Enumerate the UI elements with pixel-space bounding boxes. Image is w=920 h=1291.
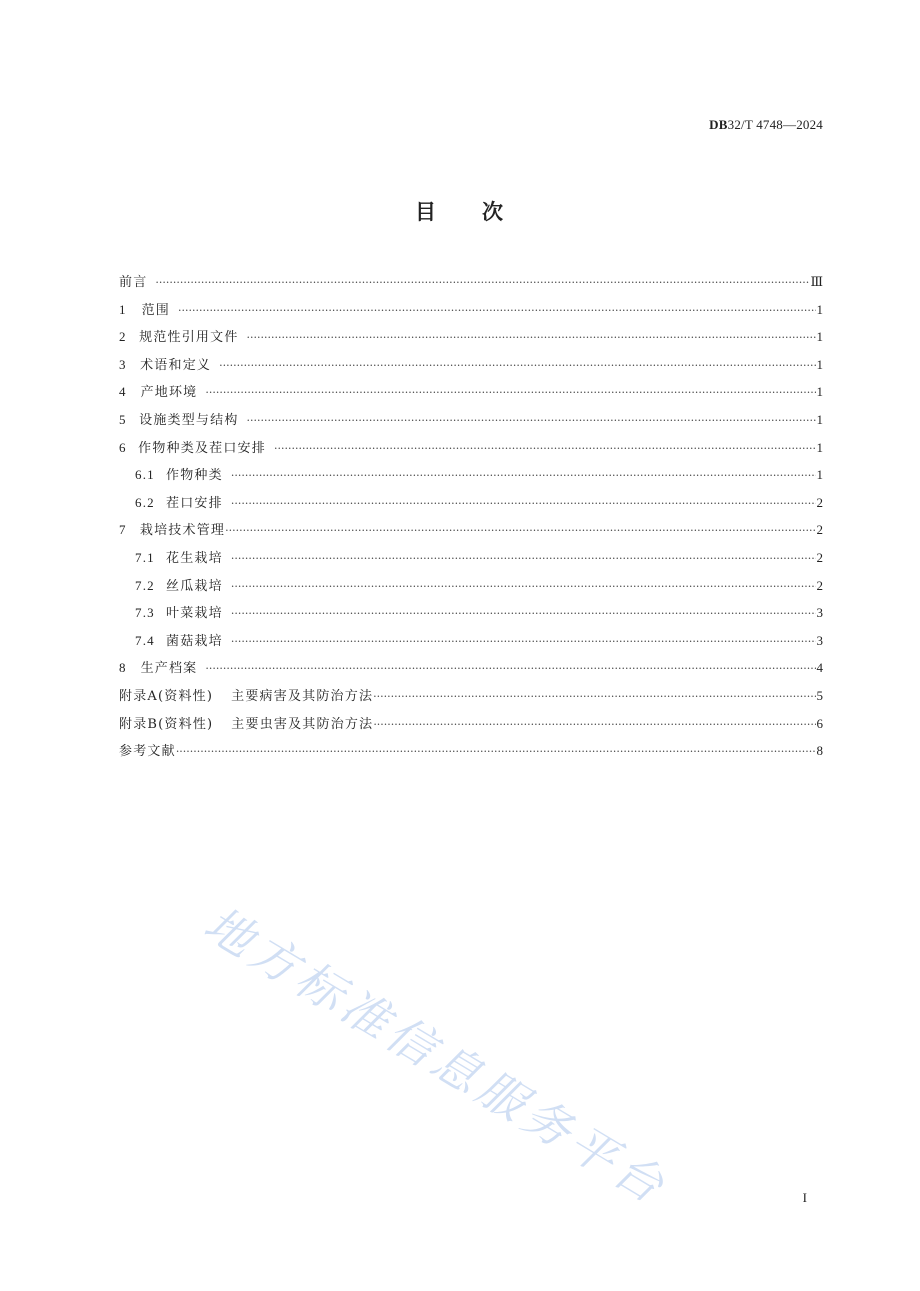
toc-entry-page: 1 [816, 411, 823, 427]
dot-leader [231, 600, 816, 628]
toc-entry-label: 栽培技术管理 [139, 523, 226, 539]
page-number: I [802, 1190, 807, 1205]
dot-leader [231, 573, 816, 601]
toc-entry-label: 叶菜栽培 [166, 606, 223, 622]
toc-entry-label: 前言 [119, 275, 148, 290]
standard-code [709, 117, 823, 133]
toc-entry-page: 3 [816, 605, 823, 621]
toc-entry-1[interactable] [119, 296, 823, 324]
toc-entry-number: 3 [119, 356, 127, 372]
toc-entry-label: 设施类型与结构 [139, 412, 239, 428]
toc-entry-7-4[interactable] [119, 627, 823, 655]
toc-entry-page: 3 [816, 632, 823, 648]
toc-entry-number: 6.2 [135, 494, 155, 510]
toc-entry-3[interactable] [119, 351, 823, 379]
toc-entry-number: 6.1 [135, 467, 155, 483]
toc-entry-label: 生产档案 [140, 661, 198, 677]
dot-leader [205, 655, 815, 683]
toc-entry-number: 6 [119, 439, 127, 455]
dot-leader [231, 628, 816, 656]
toc-entry-subtitle: 主要病害及其防治方法 [231, 688, 374, 704]
toc-entry-label: 附录A(资料性) [119, 688, 214, 704]
standard-code-number: 32/T 4748—2024 [727, 117, 823, 132]
toc-entry-label: 产地环境 [140, 385, 198, 401]
toc-entry-label: 规范性引用文件 [139, 330, 239, 346]
toc-entry-number: 7.3 [135, 605, 155, 621]
page-title [0, 196, 920, 226]
toc-entry-5[interactable] [119, 406, 823, 434]
toc-entry-page: 8 [816, 743, 823, 759]
toc-entry-label: 术语和定义 [140, 357, 212, 373]
dot-leader [176, 738, 816, 766]
toc-entry-7[interactable] [119, 516, 823, 544]
toc-entry-page: Ⅲ [810, 274, 823, 289]
toc-entry-references[interactable] [119, 737, 823, 765]
toc-entry-page: 1 [816, 384, 823, 400]
toc-entry-page: 1 [816, 329, 823, 345]
toc-entry-number: 4 [119, 384, 127, 400]
dot-leader [155, 269, 809, 297]
dot-leader [373, 683, 815, 711]
toc-entry-page: 2 [816, 522, 823, 538]
toc-entry-label: 范围 [141, 302, 170, 318]
dot-leader [247, 407, 816, 435]
dot-leader [231, 490, 816, 518]
toc-entry-4[interactable] [119, 378, 823, 406]
dot-leader [274, 435, 816, 463]
toc-entry-number: 7.4 [135, 632, 155, 648]
toc-entry-subtitle: 主要虫害及其防治方法 [231, 716, 374, 732]
toc-entry-label: 菌菇栽培 [166, 633, 223, 649]
table-of-contents [119, 268, 823, 765]
toc-entry-page: 1 [816, 301, 823, 317]
toc-entry-page: 1 [816, 467, 823, 483]
dot-leader [231, 462, 816, 490]
toc-entry-page: 2 [816, 494, 823, 510]
standard-code-prefix: DB [709, 117, 728, 132]
toc-entry-appendix-b[interactable] [119, 710, 823, 738]
dot-leader [247, 324, 816, 352]
toc-entry-label: 参考文献 [119, 744, 176, 760]
toc-entry-number: 7 [119, 522, 127, 538]
toc-entry-number: 8 [119, 660, 127, 676]
toc-entry-page: 4 [816, 660, 823, 676]
toc-entry-foreword[interactable] [119, 268, 823, 296]
toc-entry-appendix-a[interactable] [119, 682, 823, 710]
toc-entry-7-2[interactable] [119, 572, 823, 600]
toc-entry-number: 2 [119, 329, 127, 345]
toc-entry-label: 茬口安排 [166, 495, 223, 511]
page-title-part-1: 目 [415, 200, 438, 224]
dot-leader [178, 297, 816, 325]
toc-entry-number: 5 [119, 411, 127, 427]
watermark: 地方标准信息服务平台 [194, 896, 678, 1217]
dot-leader [225, 517, 815, 545]
page-title-part-2: 次 [482, 200, 505, 224]
toc-entry-page: 1 [816, 356, 823, 372]
toc-entry-page: 2 [816, 577, 823, 593]
toc-entry-7-3[interactable] [119, 599, 823, 627]
toc-entry-8[interactable] [119, 654, 823, 682]
toc-entry-6[interactable] [119, 434, 823, 462]
dot-leader [373, 711, 815, 739]
toc-entry-page: 2 [816, 549, 823, 565]
dot-leader [231, 545, 816, 573]
toc-entry-page: 1 [816, 439, 823, 455]
toc-entry-2[interactable] [119, 323, 823, 351]
toc-entry-7-1[interactable] [119, 544, 823, 572]
toc-entry-label: 丝瓜栽培 [166, 578, 223, 594]
dot-leader [219, 352, 815, 380]
toc-entry-label: 作物种类 [166, 468, 223, 484]
toc-entry-label: 作物种类及茬口安排 [138, 440, 266, 456]
toc-entry-number: 7.1 [135, 549, 155, 565]
toc-entry-page: 5 [816, 687, 823, 703]
toc-entry-6-2[interactable] [119, 489, 823, 517]
toc-entry-number: 1 [119, 301, 127, 317]
toc-entry-label: 附录B(资料性) [119, 716, 214, 732]
dot-leader [205, 379, 815, 407]
toc-entry-number: 7.2 [135, 577, 155, 593]
toc-entry-label: 花生栽培 [166, 550, 223, 566]
toc-entry-6-1[interactable] [119, 461, 823, 489]
toc-entry-page: 6 [816, 715, 823, 731]
